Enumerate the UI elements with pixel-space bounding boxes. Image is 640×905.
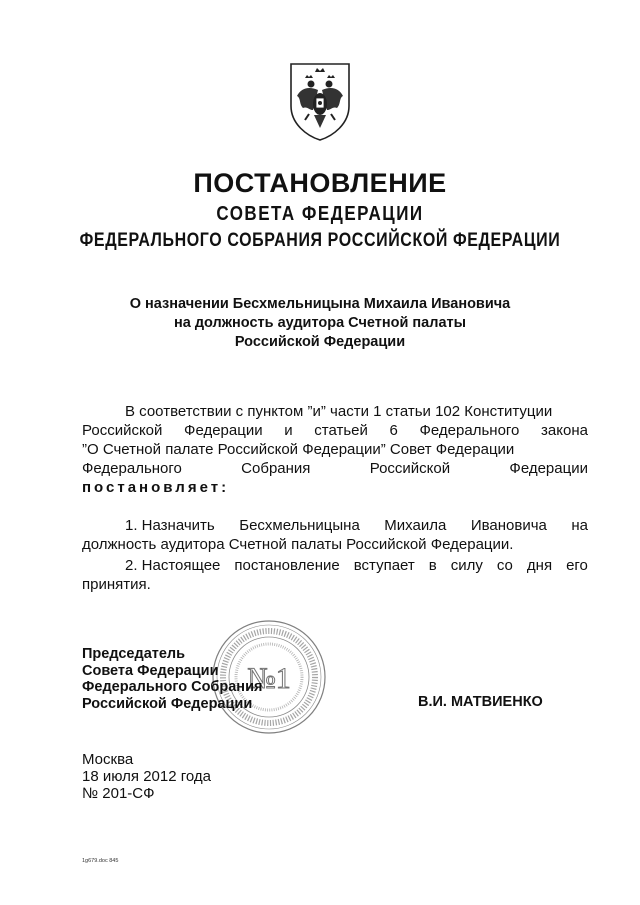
document-subject bbox=[0, 295, 640, 352]
signatory-title-line: Российской Федерации bbox=[82, 695, 253, 712]
item-line bbox=[82, 535, 588, 554]
signatory-title-line: Федерального Собрания bbox=[82, 679, 263, 695]
preamble-paragraph bbox=[82, 402, 588, 497]
resolves-word: постановляет: bbox=[82, 479, 230, 496]
resolves-line bbox=[82, 478, 588, 497]
word: Федерации bbox=[509, 460, 588, 477]
place-date-number bbox=[82, 751, 211, 802]
word: вступает bbox=[353, 557, 415, 574]
word: статьей bbox=[314, 422, 368, 439]
signatory-title-line: Председатель bbox=[82, 646, 186, 662]
item-1 bbox=[82, 516, 588, 554]
file-reference: 1g679.doc 845 bbox=[82, 858, 119, 864]
word: Российской bbox=[369, 460, 451, 477]
word: 1. Назначить bbox=[125, 517, 215, 534]
word: закона bbox=[541, 422, 588, 439]
item-line bbox=[82, 575, 588, 594]
date: 18 июля 2012 года bbox=[82, 768, 211, 785]
word: Федерации bbox=[184, 422, 263, 439]
word: Российской bbox=[82, 422, 163, 439]
word: Ивановича bbox=[470, 517, 547, 534]
word: постановление bbox=[234, 557, 340, 574]
word: ”О Счетной палате Российской Федерации” Совет Федерации bbox=[82, 441, 515, 458]
preamble-line bbox=[82, 440, 588, 459]
subject-line: Российской Федерации bbox=[234, 334, 406, 350]
preamble-line bbox=[82, 459, 588, 478]
word: Бесхмельницына bbox=[239, 517, 360, 534]
signature-block bbox=[82, 646, 262, 712]
signatory-name: В.И. МАТВИЕНКО bbox=[418, 694, 543, 710]
word: дня bbox=[526, 557, 553, 574]
issuer-line-2: ФЕДЕРАЛЬНОГО СОБРАНИЯ РОССИЙСКОЙ ФЕДЕРАЦИИ bbox=[79, 230, 561, 251]
preamble-line bbox=[82, 421, 588, 440]
coat-of-arms-icon bbox=[285, 60, 355, 142]
word: В соответствии с пунктом ”и” части 1 статьи 102 Конституции bbox=[125, 403, 553, 420]
subject-line: на должность аудитора Счетной палаты bbox=[174, 315, 466, 331]
word: Федерального bbox=[419, 422, 520, 439]
word: Собрания bbox=[241, 460, 311, 477]
word: должность аудитора Счетной палаты Российской Федерации. bbox=[82, 536, 514, 553]
word: 6 bbox=[389, 422, 398, 439]
word: в bbox=[428, 557, 437, 574]
preamble-line bbox=[82, 402, 588, 421]
resolution-number: № 201-СФ bbox=[82, 785, 155, 802]
word: со bbox=[496, 557, 513, 574]
subject-line: О назначении Бесхмельницына Михаила Ивановича bbox=[129, 296, 511, 312]
word: 2. Настоящее bbox=[125, 557, 221, 574]
word: его bbox=[566, 557, 588, 574]
word: на bbox=[571, 517, 588, 534]
word: и bbox=[284, 422, 293, 439]
city: Москва bbox=[82, 751, 134, 768]
document-title: ПОСТАНОВЛЕНИЕ bbox=[193, 168, 447, 198]
word: силу bbox=[450, 557, 483, 574]
item-line bbox=[82, 556, 588, 575]
word: принятия. bbox=[82, 576, 151, 593]
issuer-line-1: СОВЕТА ФЕДЕРАЦИИ bbox=[216, 202, 424, 225]
word: Федерального bbox=[82, 460, 182, 477]
seal-number: №1 bbox=[247, 662, 291, 695]
signatory-title-line: Совета Федерации bbox=[82, 662, 219, 679]
item-line bbox=[82, 516, 588, 535]
word: Михаила bbox=[384, 517, 447, 534]
item-2 bbox=[82, 556, 588, 594]
